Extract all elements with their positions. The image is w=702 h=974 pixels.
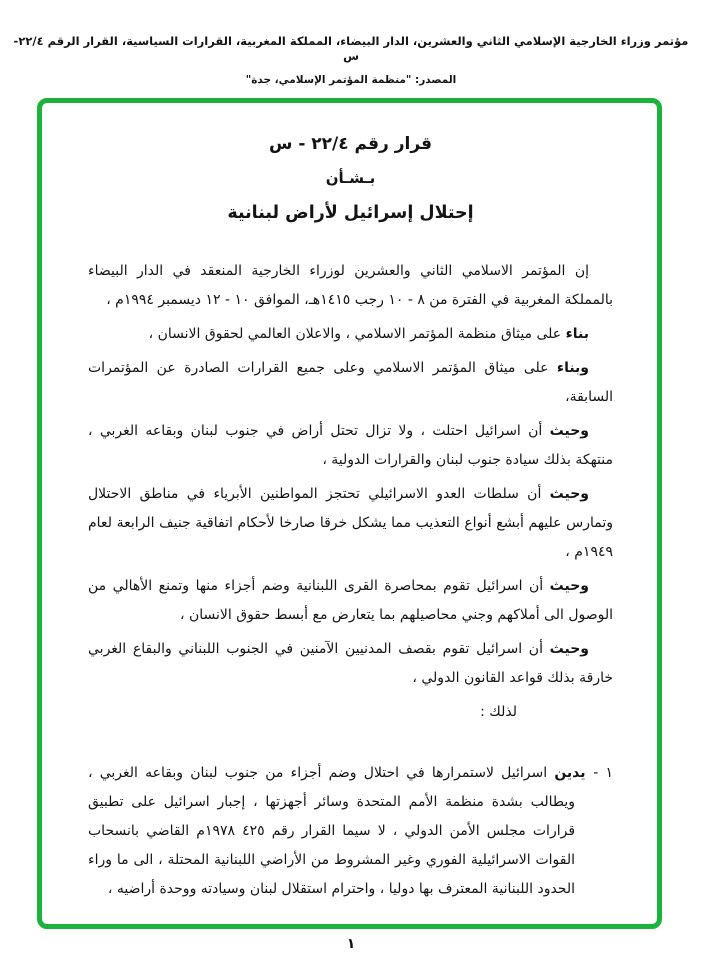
operative-item [88,759,613,904]
paragraph-lead: وحيث [549,578,589,594]
preamble-paragraph [88,354,613,412]
paragraph-lead: بناء [565,326,589,342]
preamble-paragraph [88,417,613,475]
paragraph-text: أن اسرائيل تقوم بقصف المدنيين الآمنين في الجنوب اللبناني والبقاع الغربي خارقة بذلك قواعد القانون الدولي ، [88,641,613,686]
item-number: ١ - [593,765,613,781]
source-header-line1: مؤتمر وزراء الخارجية الإسلامي الثاني والعشرين، الدار البيضاء، المملكة المغربية، القرارات السياسية، القرار الرقم ٢٢/٤-س [13,34,689,63]
preamble-paragraph [88,480,613,567]
paragraph-lead: وحيث [549,423,589,439]
preamble-paragraph [88,635,613,693]
therefore-label: لذلك : [480,704,517,720]
paragraph-text: أن اسرائيل تقوم بمحاصرة القرى اللبنانية وضم أجزاء منها وتمنع الأهالي من الوصول الى أملاكهم وجني محاصيلهم بما يتعارض مع أبسط حقوق الانسان ، [88,578,613,623]
paragraph-lead: وحيث [549,641,589,657]
paragraph-lead: وبناء [556,360,589,376]
paragraph-text: على ميثاق المؤتمر الاسلامي وعلى جميع القرارات الصادرة عن المؤتمرات السابقة، [88,360,613,405]
paragraph-text: أن سلطات العدو الاسرائيلي تحتجز المواطنين الأبرياء في مناطق الاحتلال وتمارس عليهم أبشع أنواع التعذيب مما يشكل خرقا صارخا لأحكام اتفاقية جنيف الرابعة لعام ١٩٤٩م ، [88,486,613,560]
subject-label: بـشـأن [325,169,376,187]
paragraph-lead: وحيث [549,486,589,502]
page-number: ١ [346,936,356,952]
paragraph-text: على ميثاق منظمة المؤتمر الاسلامي ، والاعلان العالمي لحقوق الانسان ، [148,326,566,342]
source-header [10,34,692,87]
item-lead: يدين [554,765,594,781]
preamble-paragraph [88,320,613,349]
preamble-paragraph [88,257,613,315]
source-header-line2: المصدر: "منظمة المؤتمر الإسلامي، جدة" [245,74,457,86]
resolution-subject: إحتلال إسرائيل لأراض لبنانية [227,203,474,223]
item-text: اسرائيل لاستمرارها في احتلال وضم أجزاء من جنوب لبنان وبقاعه الغربي ، ويطالب بشدة منظمة الأمم المتحدة وسائر أجهزتها ، إجبار اسرائيل على تطبيق قرارات مجلس الأمن الدولي ، لا سيما القرار رقم ٤٢٥ ١٩٧٨م القاضي بانسحاب القوات الاسرائيلية الفوري وغير المشروط من الأراضي اللبنانية المحتلة ، الى ما وراء الحدود اللبنانية المعترف بها دوليا ، واحترام استقلال لبنان وسيادته ووحدة أراضيه ، [88,765,576,897]
document-page [42,103,657,914]
document-frame [37,98,662,929]
resolution-title: قرار رقم ٢٢/٤ - س [268,134,433,154]
preamble-paragraph [88,572,613,630]
paragraph-text: إن المؤتمر الاسلامي الثاني والعشرين لوزراء الخارجية المنعقد في الدار البيضاء بالمملكة المغربية في الفترة من ٨ - ١٠ رجب ١٤١٥هـ، الموافق ١٠ - ١٢ ديسمبر ١٩٩٤م ، [88,263,613,308]
paragraph-text: أن اسرائيل احتلت ، ولا تزال تحتل أراض في جنوب لبنان وبقاعه الغربي ، منتهكة بذلك سيادة جنوب لبنان والقرارات الدولية ، [88,423,613,468]
